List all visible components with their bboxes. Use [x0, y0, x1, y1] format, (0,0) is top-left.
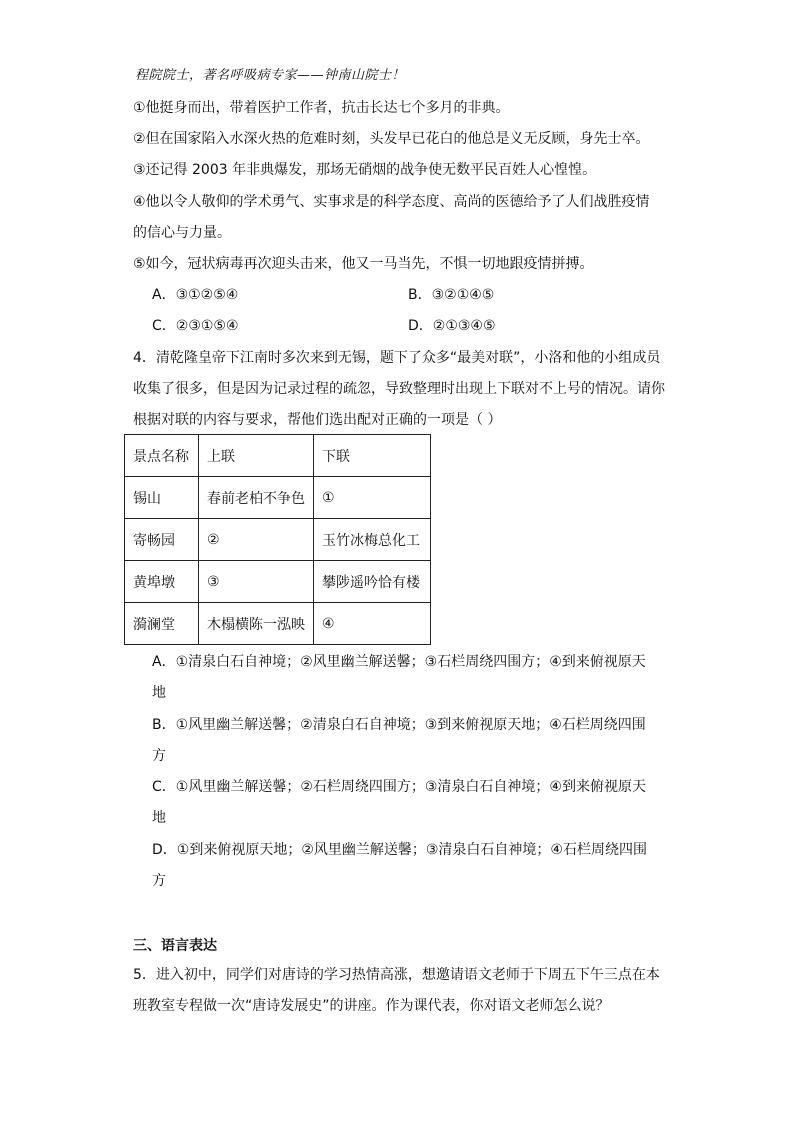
q4-stem-line-3: 根据对联的内容与要求，帮他们选出配对正确的一项是（ ） — [133, 412, 502, 428]
sentence-4-continued: 的信心与力量。 — [133, 225, 231, 241]
q3-option-b: B．③②①④⑤ — [408, 287, 495, 303]
q4-option-b: B．①风里幽兰解送馨；②清泉白石自神境；③到来俯视原天地；④石栏周绕四围 — [152, 717, 646, 733]
table-row — [125, 603, 431, 645]
table-row — [125, 519, 431, 561]
q5-line-1: 5．进入初中，同学们对唐诗的学习热情高涨，想邀请语文老师于下周五下午三点在本 — [133, 967, 660, 983]
header-cell-upper: 上联 — [199, 435, 314, 477]
q5-line-2: 班教室专程做一次“唐诗发展史”的讲座。作为课代表，你对语文老师怎么说？ — [133, 998, 610, 1014]
table-row — [125, 561, 431, 603]
q3-option-c: C．②③①⑤④ — [152, 318, 239, 334]
table-row — [125, 477, 431, 519]
sentence-5: ⑤如今，冠状病毒再次迎头击来，他又一马当先，不惧一切地跟疫情拼搏。 — [133, 256, 594, 272]
handwritten-intro-line: 程院院士，著名呼吸病专家——钟南山院士！ — [135, 68, 406, 83]
table-cell: ④ — [314, 603, 431, 645]
table-cell: 攀陟遥吟恰有楼 — [314, 561, 431, 603]
q4-option-a-wrap: 地 — [152, 685, 166, 701]
q3-option-a: A．③①②⑤④ — [152, 287, 239, 303]
table-cell: ① — [314, 477, 431, 519]
q4-option-a: A．①清泉白石自神境；②风里幽兰解送馨；③石栏周绕四围方；④到来俯视原天 — [152, 654, 646, 670]
q4-option-c-wrap: 地 — [152, 810, 166, 826]
q4-stem-line-2: 收集了很多，但是因为记录过程的疏忽，导致整理时出现上下联对不上号的情况。请你 — [133, 381, 665, 397]
q4-option-d: D．①到来俯视原天地；②风里幽兰解送馨；③清泉白石自神境；④石栏周绕四围 — [152, 842, 647, 858]
table-cell: 春前老柏不争色 — [199, 477, 314, 519]
sentence-2: ②但在国家陷入水深火热的危难时刻，头发早已花白的他总是义无反顾，身先士卒。 — [133, 131, 650, 147]
q4-option-b-wrap: 方 — [152, 748, 166, 764]
table-cell: ③ — [199, 561, 314, 603]
q4-stem-line-1: 4．清乾隆皇帝下江南时多次来到无锡，题下了众多“最美对联”，小洛和他的小组成员 — [133, 350, 661, 366]
sentence-1: ①他挺身而出，带着医护工作者，抗击长达七个多月的非典。 — [133, 100, 510, 116]
section-heading: 三、语言表达 — [133, 938, 217, 954]
header-cell-lower: 下联 — [314, 435, 431, 477]
q4-option-c: C．①风里幽兰解送馨；②石栏周绕四围方；③清泉白石自神境；④到来俯视原天 — [152, 779, 646, 795]
couplet-table — [124, 434, 431, 645]
table-cell: 黄埠墩 — [125, 561, 199, 603]
table-cell: 玉竹冰梅总化工 — [314, 519, 431, 561]
q4-option-d-wrap: 方 — [152, 873, 166, 889]
table-cell: 木榻横陈一泓映 — [199, 603, 314, 645]
table-header-row — [125, 435, 431, 477]
table-cell: 寄畅园 — [125, 519, 199, 561]
table-cell: 锡山 — [125, 477, 199, 519]
sentence-3: ③还记得 2003 年非典爆发，那场无硝烟的战争使无数平民百姓人心惶惶。 — [133, 162, 597, 178]
header-cell-site: 景点名称 — [125, 435, 199, 477]
table-cell: ② — [199, 519, 314, 561]
sentence-4: ④他以令人敬仰的学术勇气、实事求是的科学态度、高尚的医德给予了人们战胜疫情 — [133, 194, 650, 210]
table-cell: 漪澜堂 — [125, 603, 199, 645]
q3-option-d: D．②①③④⑤ — [408, 318, 496, 334]
